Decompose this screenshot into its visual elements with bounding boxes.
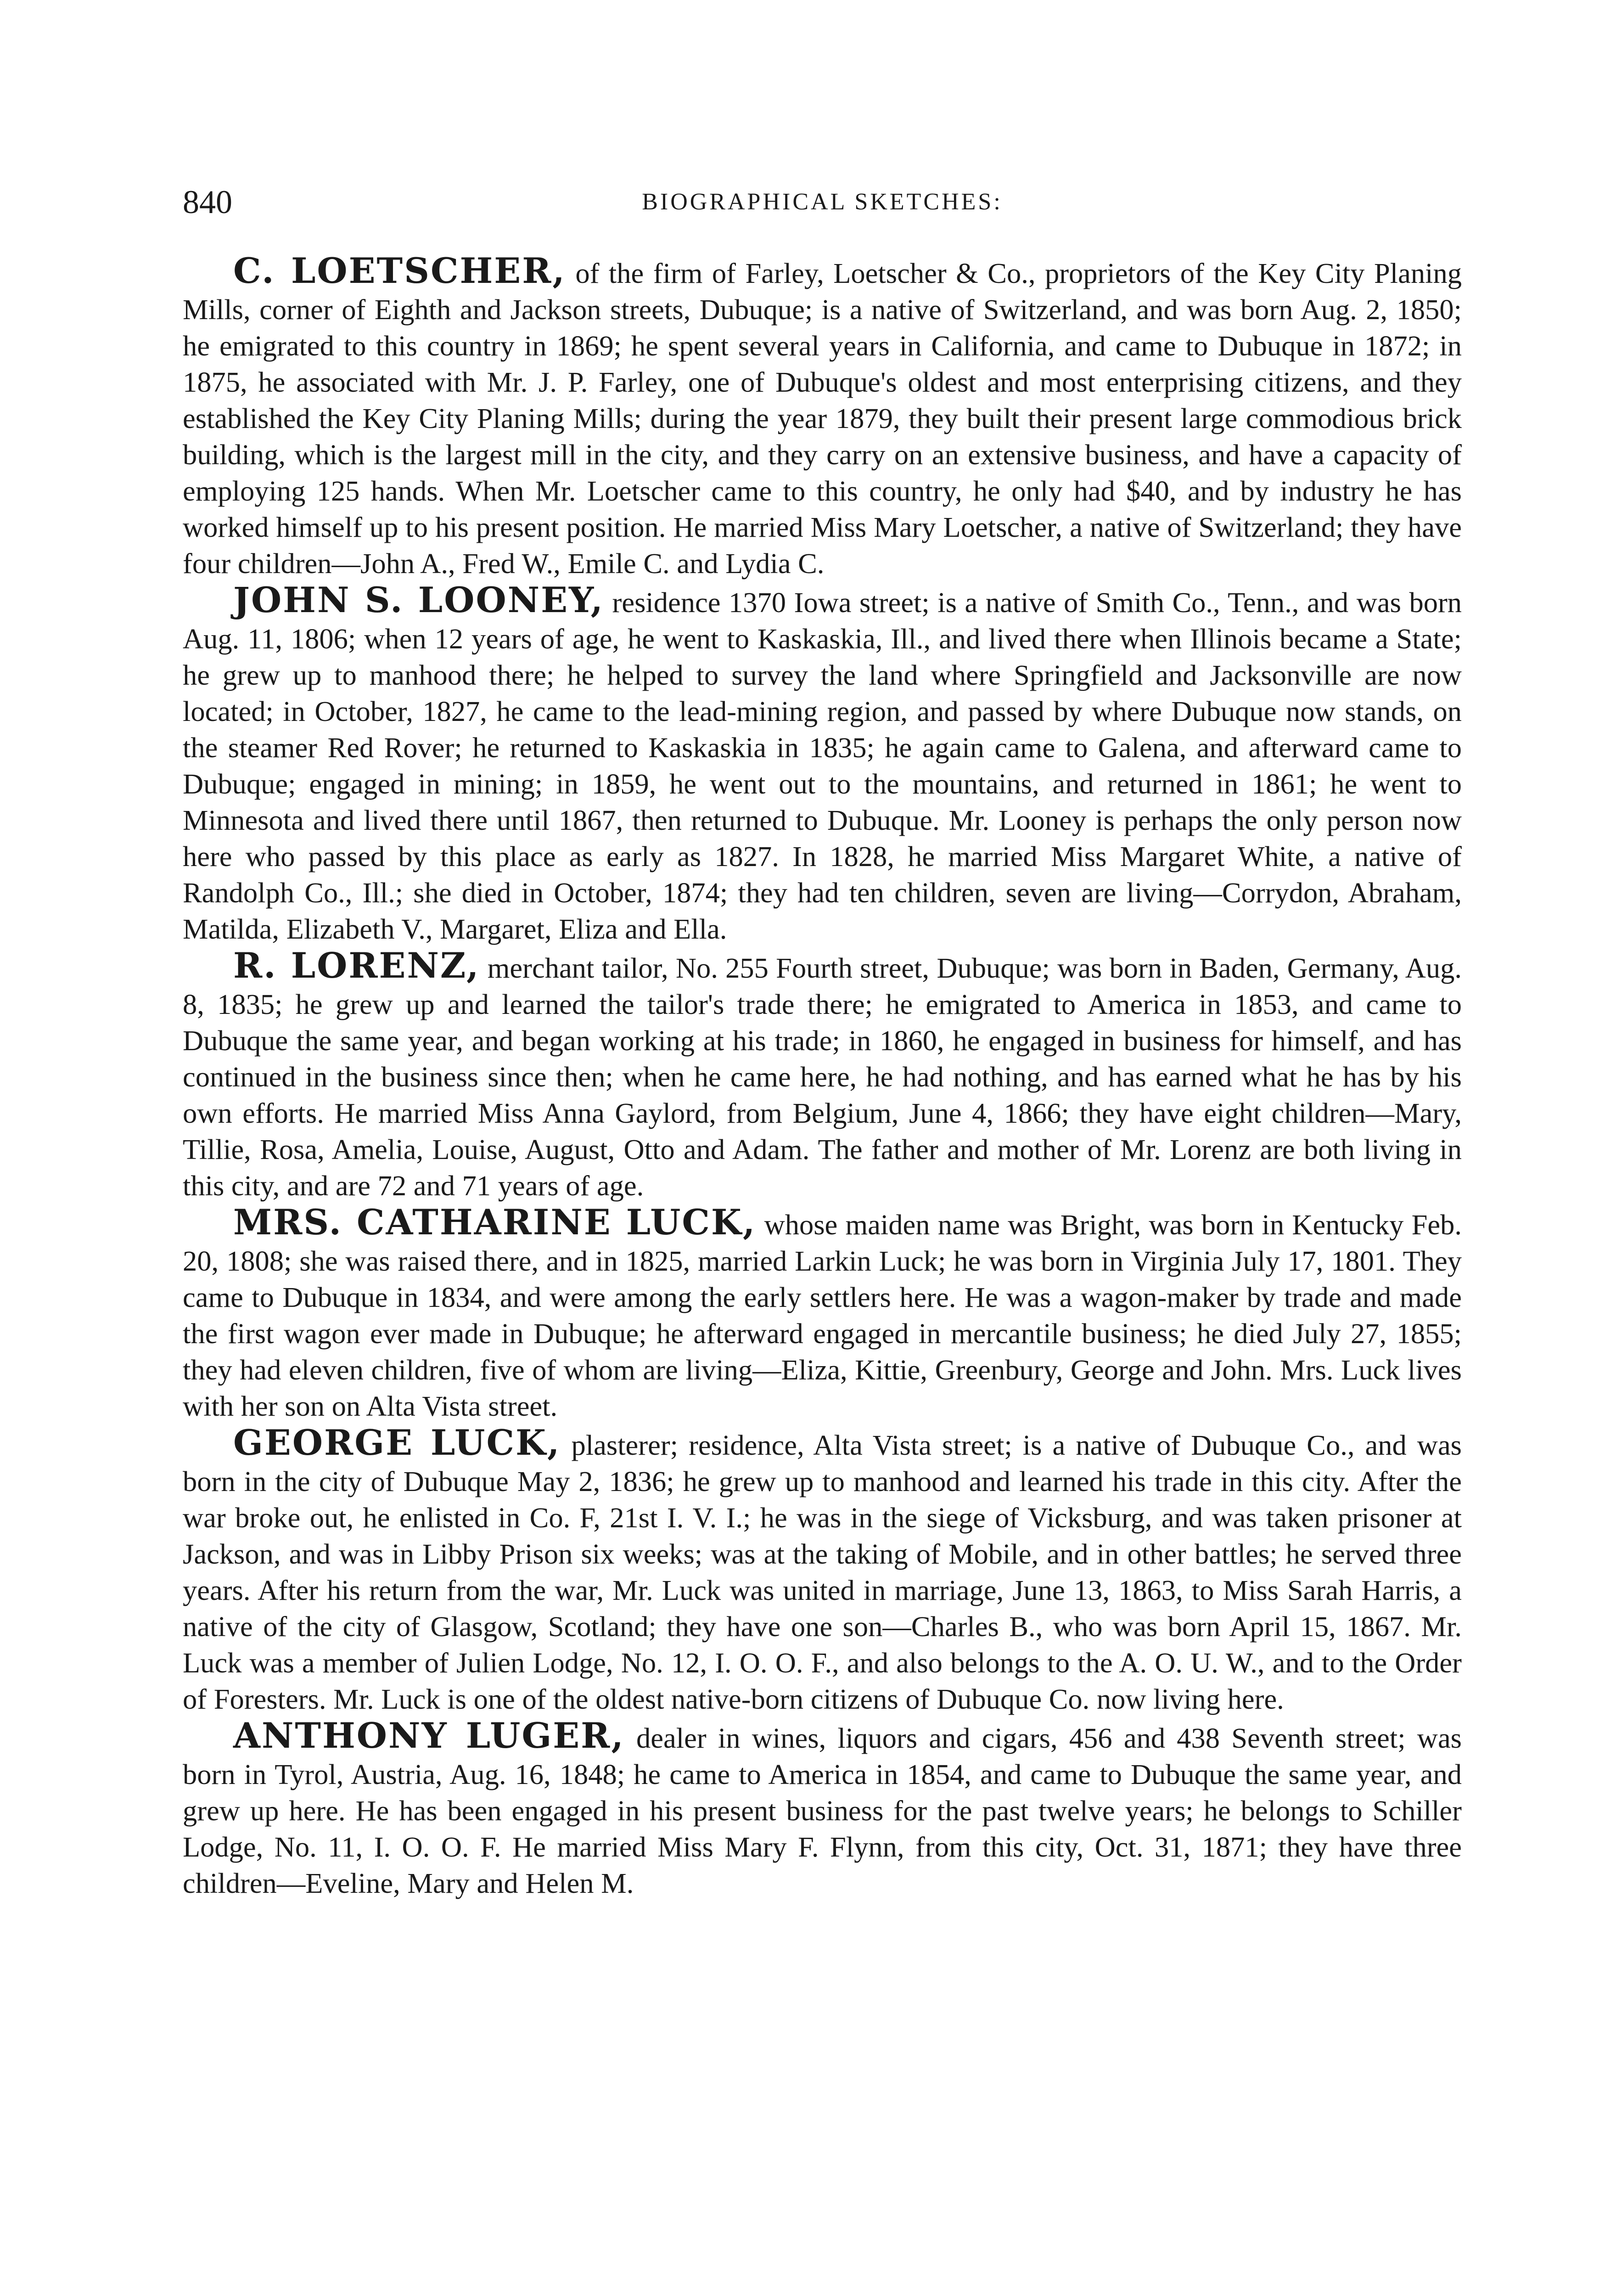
entry-name: R. LORENZ, [233,945,480,986]
book-page [183,179,1462,1902]
biography-entry-george-luck [183,1424,1462,1717]
biography-entry-catharine-luck [183,1204,1462,1424]
entry-text: residence 1370 Iowa street; is a native of Smith Co., Tenn., and was born Aug. 11, 1806; when 12 years of age, he went to Kaskaskia, Ill., and lived there when Illinois became a State; he grew up to manhood there; he helped to survey the land where Springfield and Jacksonville are now located; in October, 1827, he came to the lead-mining region, and passed by where Dubuque now stands, on the steamer Red Rover; he returned to Kaskaskia in 1835; he again came to Galena, and afterward came to Dubuque; engaged in mining; in 1859, he went out to the mountains, and returned in 1861; he went to Minnesota and lived there until 1867, then returned to Dubuque. Mr. Looney is perhaps the only person now here who passed by this place as early as 1827. In 1828, he married Miss Margaret White, a native of Randolph Co., Ill.; she died in October, 1874; they had ten children, seven are living—Corrydon, Abraham, Matilda, Elizabeth V., Margaret, Eliza and Ella. [183,586,1462,945]
biography-entry-lorenz [183,947,1462,1204]
entry-text: dealer in wines, liquors and cigars, 456 and 438 Seventh street; was born in Tyrol, Austria, Aug. 16, 1848; he came to America in 1854, and came to Dubuque the same year, and grew up here. He has been engaged in his present business for the past twelve years; he belongs to Schiller Lodge, No. 11, I. O. O. F. He married Miss Mary F. Flynn, from this city, Oct. 31, 1871; they have three children—Eveline, Mary and Helen M. [183,1722,1462,1899]
entry-name: ANTHONY LUGER, [233,1715,625,1756]
page-number: 840 [183,184,232,220]
entry-text: whose maiden name was Bright, was born in Kentucky Feb. 20, 1808; she was raised there, and in 1825, married Larkin Luck; he was born in Virginia July 17, 1801. They came to Dubuque in 1834, and were among the early settlers here. He was a wagon-maker by trade and made the first wagon ever made in Dubuque; he afterward engaged in mercantile business; he died July 27, 1855; they had eleven children, five of whom are living—Eliza, Kittie, Greenbury, George and John. Mrs. Luck lives with her son on Alta Vista street. [183,1209,1462,1422]
entry-name: MRS. CATHARINE LUCK, [233,1202,757,1243]
biography-entry-luger [183,1717,1462,1902]
entry-text: of the firm of Farley, Loetscher & Co., proprietors of the Key City Planing Mills, corner of Eighth and Jackson streets, Dubuque; is a native of Switzerland, and was born Aug. 2, 1850; he emigrated to this country in 1869; he spent several years in California, and came to Dubuque in 1872; in 1875, he associated with Mr. J. P. Farley, one of Dubuque's oldest and most enterprising citizens, and they established the Key City Planing Mills; during the year 1879, they built their present large commodious brick building, which is the largest mill in the city, and they carry on an extensive business, and have a capacity of employing 125 hands. When Mr. Loetscher came to this country, he only had $40, and by industry he has worked himself up to his present position. He married Miss Mary Loetscher, a native of Switzerland; they have four children—John A., Fred W., Emile C. and Lydia C. [183,257,1462,580]
biography-entry-loetscher [183,250,1462,582]
entry-text: plasterer; residence, Alta Vista street; is a native of Dubuque Co., and was born in the city of Dubuque May 2, 1836; he grew up to manhood and learned his trade in this city. After the war broke out, he enlisted in Co. F, 21st I. V. I.; he was in the siege of Vicksburg, and was taken prisoner at Jackson, and was in Libby Prison six weeks; was at the taking of Mobile, and in other battles; he served three years. After his return from the war, Mr. Luck was united in marriage, June 13, 1863, to Miss Sarah Harris, a native of the city of Glasgow, Scotland; they have one son—Charles B., who was born April 15, 1867. Mr. Luck was a member of Julien Lodge, No. 12, I. O. O. F., and also belongs to the A. O. U. W., and to the Order of Foresters. Mr. Luck is one of the oldest native-born citizens of Dubuque Co. now living here. [183,1429,1462,1715]
entry-name: C. LOETSCHER, [233,250,566,291]
page-header [183,179,1462,230]
running-head: BIOGRAPHICAL SKETCHES: [642,189,1003,215]
entry-name: JOHN S. LOONEY, [233,580,604,620]
biography-entries [183,250,1462,1902]
biography-entry-looney [183,582,1462,947]
entry-text: merchant tailor, No. 255 Fourth street, Dubuque; was born in Baden, Germany, Aug. 8, 1835; he grew up and learned the tailor's trade there; he emigrated to America in 1853, and came to Dubuque the same year, and began working at his trade; in 1860, he engaged in business for himself, and has continued in the business since then; when he came here, he had nothing, and has earned what he has by his own efforts. He married Miss Anna Gaylord, from Belgium, June 4, 1866; they have eight children—Mary, Tillie, Rosa, Amelia, Louise, August, Otto and Adam. The father and mother of Mr. Lorenz are both living in this city, and are 72 and 71 years of age. [183,952,1462,1202]
entry-name: GEORGE LUCK, [233,1422,561,1463]
